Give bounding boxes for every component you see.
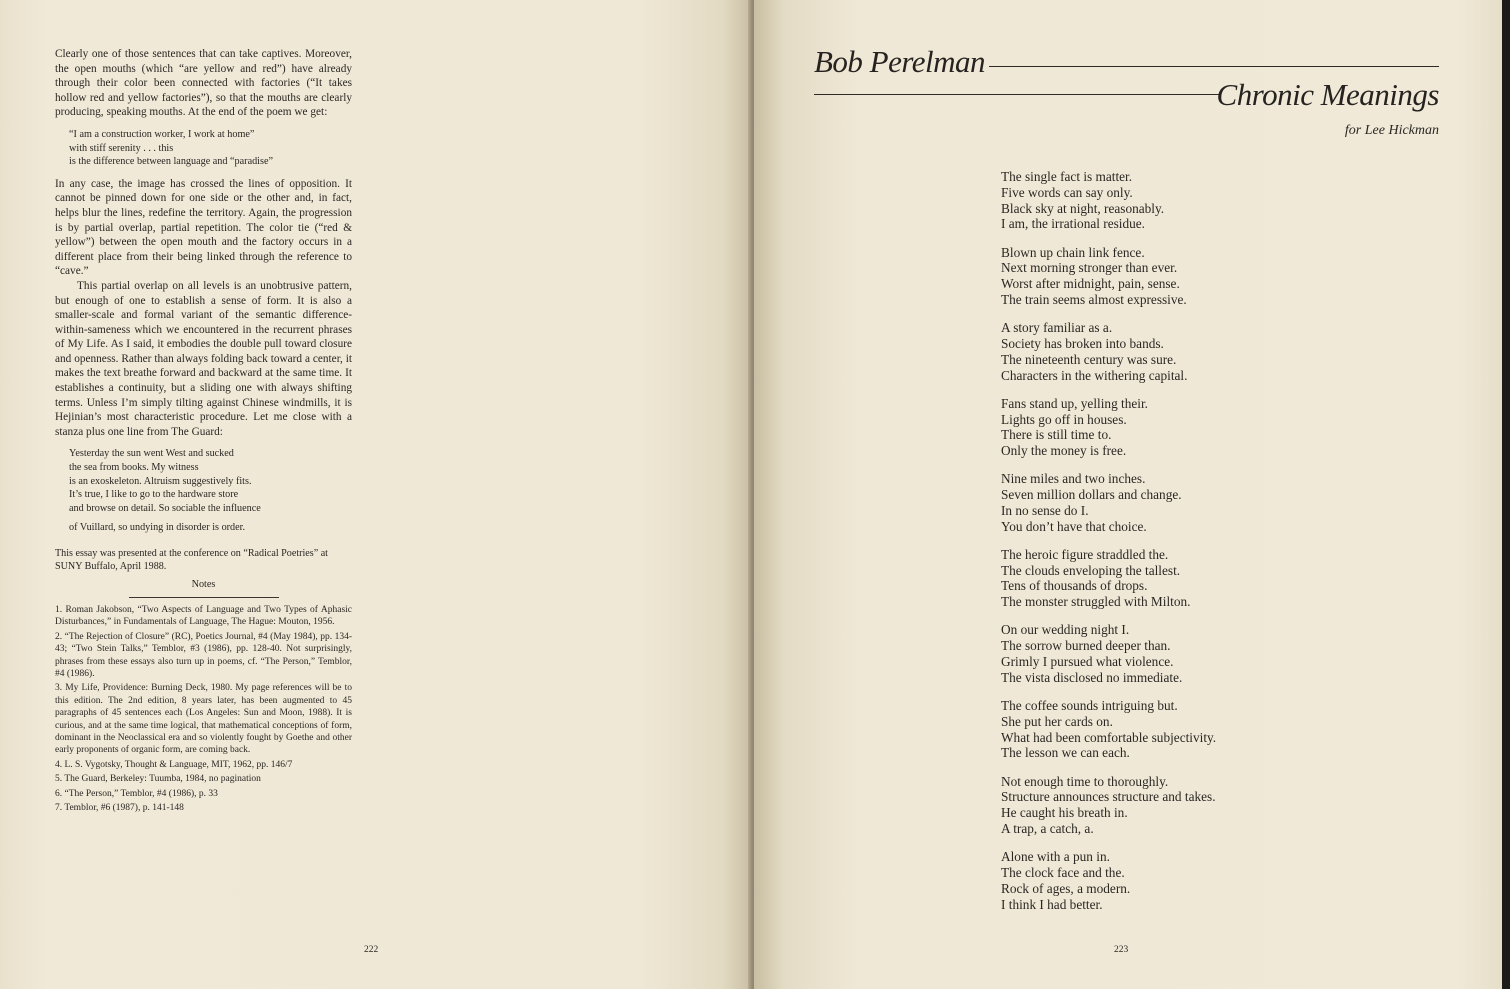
poem-line: There is still time to. bbox=[1001, 427, 1112, 443]
poem-line: She put her cards on. bbox=[1001, 713, 1113, 729]
poem-line: Grimly I pursued what violence. bbox=[1001, 654, 1174, 670]
poem-line: The monster struggled with Milton. bbox=[1001, 594, 1191, 610]
poem-stanza bbox=[1001, 622, 1216, 685]
poem-line: Rock of ages, a modern. bbox=[1001, 880, 1131, 896]
poem-line: A story familiar as a. bbox=[1001, 320, 1113, 336]
poem-line: In no sense do I. bbox=[1001, 502, 1089, 518]
poem-line: He caught his breath in. bbox=[1001, 805, 1128, 821]
note-item: 1. Roman Jakobson, “Two Aspects of Language and Two Types of Aphasic Disturbances,” in Fundamentals of Language, The Hague: Mouton, 1956. bbox=[55, 605, 352, 628]
quote-line: It’s true, I like to go to the hardware store bbox=[69, 489, 239, 501]
quote-line: is the difference between language and “paradise” bbox=[69, 156, 274, 168]
poem-line: Only the money is free. bbox=[1001, 443, 1127, 459]
poem-line: The train seems almost expressive. bbox=[1001, 291, 1187, 307]
block-quote bbox=[69, 128, 352, 169]
poem-line: The single fact is matter. bbox=[1001, 169, 1133, 184]
poem-line: Society has broken into bands. bbox=[1001, 335, 1164, 351]
poem-line: Seven million dollars and change. bbox=[1001, 487, 1182, 503]
poem-line: What had been comfortable subjectivity. bbox=[1001, 729, 1217, 745]
quote-line: the sea from books. My witness bbox=[69, 462, 199, 474]
quote-line: “I am a construction worker, I work at home” bbox=[69, 128, 255, 140]
show-through-text bbox=[388, 40, 391, 55]
title-rule bbox=[989, 66, 1439, 67]
quote-line: is an exoskeleton. Altruism suggestively fits. bbox=[69, 475, 252, 487]
quote-line: and browse on detail. So sociable the influence bbox=[69, 502, 261, 514]
block-quote bbox=[69, 447, 352, 535]
poem-line: The vista disclosed no immediate. bbox=[1001, 669, 1183, 685]
poem-line: You don’t have that choice. bbox=[1001, 518, 1147, 534]
poem-line: Nine miles and two inches. bbox=[1001, 471, 1146, 487]
notes-heading: Notes bbox=[191, 579, 216, 591]
essay-paragraph: Clearly one of those sentences that can take captives. Moreover, the open mouths (which “are yellow and red”) have already through their color been connected with factories (“It takes hollow red and yellow factories”), so that the mouths are clearly producing, speaking mouths. At the end of the poem we get: bbox=[55, 48, 352, 119]
poem-author: Bob Perelman bbox=[814, 44, 986, 79]
presentation-note: This essay was presented at the conference on “Radical Poetries” at SUNY Buffalo, April 1988. bbox=[55, 548, 328, 573]
notes-divider bbox=[129, 597, 279, 598]
poem-line: I am, the irrational residue. bbox=[1001, 216, 1145, 232]
poem-line: Blown up chain link fence. bbox=[1001, 244, 1145, 260]
quote-line: of Vuillard, so undying in disorder is order. bbox=[69, 522, 246, 534]
essay-paragraph: In any case, the image has crossed the lines of opposition. It cannot be pinned down for one side or the other and, in fact, helps blur the lines, redefine the territory. Again, the progression is by partial overlap, partial repetition. The color tie (“red & yellow”) between the open mouth and the factory occurs in a different place from their being linked through the reference to “cave.” bbox=[55, 177, 352, 278]
note-item: 6. “The Person,” Temblor, #4 (1986), p. 33 bbox=[55, 788, 218, 799]
poem-line: Black sky at night, reasonably. bbox=[1001, 200, 1165, 216]
poem-line: Characters in the withering capital. bbox=[1001, 367, 1188, 383]
poem-line: Tens of thousands of drops. bbox=[1001, 578, 1148, 594]
poem-body bbox=[1001, 169, 1216, 925]
note-item: 4. L. S. Vygotsky, Thought & Language, MIT, 1962, pp. 146/7 bbox=[55, 759, 293, 770]
note-item: 5. The Guard, Berkeley: Tuumba, 1984, no pagination bbox=[55, 774, 261, 785]
poem-line: Worst after midnight, pain, sense. bbox=[1001, 276, 1180, 292]
poem-stanza bbox=[1001, 849, 1216, 912]
poem-stanza bbox=[1001, 396, 1216, 459]
essay-paragraph: This partial overlap on all levels is an unobtrusive pattern, but enough of one to establish a sense of form. It is also a smaller-scale and formal variant of the semantic difference-within-sameness which we encountered in the recurrent phrases of My Life. As I said, it embodies the double pull toward closure and openness. Rather than always folding back toward a center, it makes the text breathe forward and backward at the same time. It establishes a continuity, but a sliding one with always shifting terms. Unless I’m simply tilting against Chinese windmills, it is Hejinian’s most characteristic procedure. Let me close with a stanza plus one line from The Guard: bbox=[55, 279, 352, 438]
essay-body bbox=[55, 47, 352, 817]
poem-line: The nineteenth century was sure. bbox=[1001, 351, 1177, 367]
left-page bbox=[0, 0, 752, 989]
book-edge bbox=[1502, 0, 1510, 989]
right-page bbox=[754, 0, 1502, 989]
poem-stanza bbox=[1001, 169, 1216, 232]
poem-stanza bbox=[1001, 698, 1216, 761]
poem-line: Lights go off in houses. bbox=[1001, 411, 1127, 427]
poem-stanza bbox=[1001, 547, 1216, 610]
poem-line: The clouds enveloping the tallest. bbox=[1001, 562, 1181, 578]
note-item: 3. My Life, Providence: Burning Deck, 1980. My page references will be to this edition. The 2nd edition, 8 years later, has been augmented to 45 paragraphs of 45 sentences each (Los Angeles: Sun and Moon, 1988). It is curious, and at the same time logical, that mathematical conceptions of form, dominant in the Neoclassical era and so violently fought by Goethe and other early proponents of organic form, are coming back. bbox=[55, 683, 352, 756]
title-rule bbox=[814, 94, 1220, 95]
poem-stanza bbox=[1001, 245, 1216, 308]
page-number: 222 bbox=[364, 945, 379, 955]
quote-line: with stiff serenity . . . this bbox=[69, 142, 174, 154]
page-number: 223 bbox=[1114, 945, 1129, 955]
poem-stanza bbox=[1001, 471, 1216, 534]
poem-line: The clock face and the. bbox=[1001, 865, 1125, 880]
poem-line: On our wedding night I. bbox=[1001, 622, 1130, 638]
poem-line: Next morning stronger than ever. bbox=[1001, 260, 1178, 276]
poem-dedication: for Lee Hickman bbox=[1344, 123, 1439, 138]
note-item: 7. Temblor, #6 (1987), p. 141-148 bbox=[55, 803, 184, 814]
quote-line: Yesterday the sun went West and sucked bbox=[69, 448, 234, 460]
poem-title: Chronic Meanings bbox=[1216, 77, 1439, 112]
poem-line: I think I had better. bbox=[1001, 896, 1103, 912]
poem-line: The sorrow burned deeper than. bbox=[1001, 638, 1171, 654]
poem-line: The coffee sounds intriguing but. bbox=[1001, 698, 1178, 714]
poem-line: Fans stand up, yelling their. bbox=[1001, 395, 1148, 411]
notes-list bbox=[55, 604, 352, 815]
poem-stanza bbox=[1001, 774, 1216, 837]
poem-line: Alone with a pun in. bbox=[1001, 849, 1110, 865]
poem-line: The heroic figure straddled the. bbox=[1001, 546, 1169, 562]
poem-line: Five words can say only. bbox=[1001, 184, 1133, 200]
poem-line: Not enough time to thoroughly. bbox=[1001, 773, 1169, 789]
poem-stanza bbox=[1001, 320, 1216, 383]
poem-line: The lesson we can each. bbox=[1001, 745, 1130, 761]
note-item: 2. “The Rejection of Closure” (RC), Poetics Journal, #4 (May 1984), pp. 134-43; “Two Stein Talks,” Temblor, #3 (1986), pp. 128-40. Not surprisingly, phrases from these essays also turn up in poems, cf. “The Person,” Temblor, #4 (1986). bbox=[55, 631, 352, 680]
poem-line: Structure announces structure and takes. bbox=[1001, 789, 1216, 805]
poem-line: A trap, a catch, a. bbox=[1001, 821, 1094, 837]
